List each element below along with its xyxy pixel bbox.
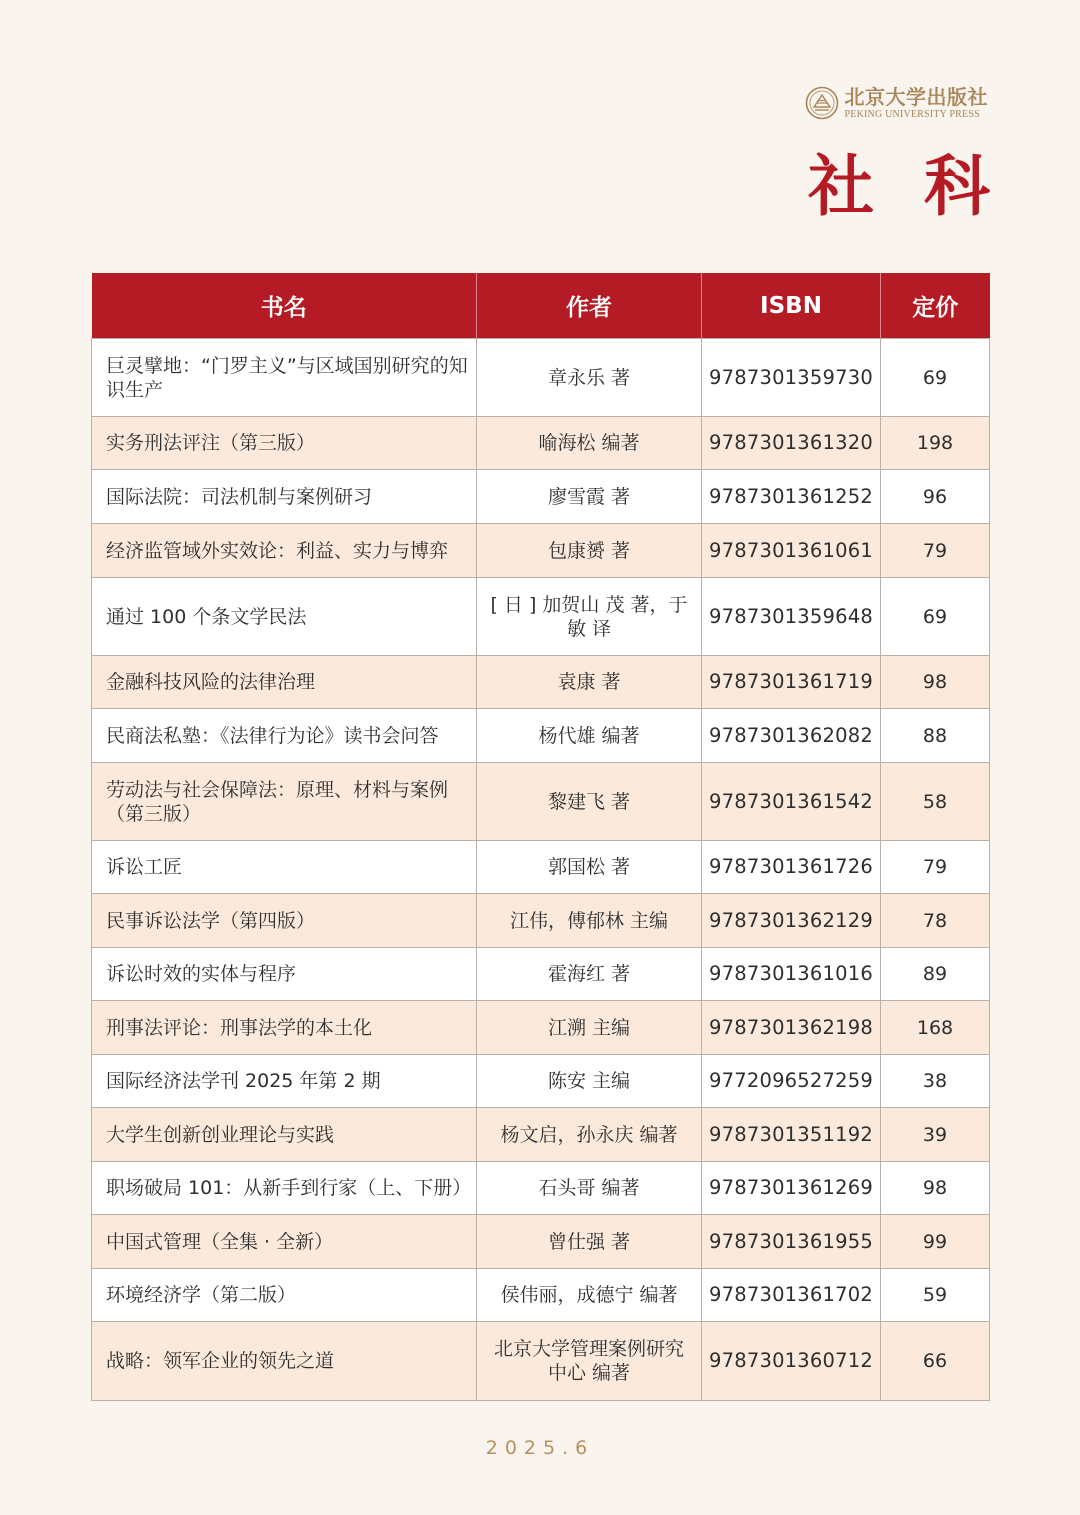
book-isbn: 9787301359730 [702,339,881,417]
book-price: 66 [881,1322,990,1401]
column-header-price: 定价 [881,273,990,339]
column-header-isbn: ISBN [702,273,881,339]
book-isbn: 9787301361542 [702,763,881,841]
publisher-name-cn: 北京大学出版社 [844,84,988,109]
book-author: 霍海红 著 [477,948,702,1001]
column-header-title: 书名 [92,273,477,339]
book-isbn: 9787301361955 [702,1215,881,1269]
footer-date: 2025.6 [485,1437,595,1459]
book-price: 99 [881,1215,990,1269]
table-row [92,656,990,709]
book-author: 包康赟 著 [477,524,702,578]
book-title: 大学生创新创业理论与实践 [92,1108,477,1162]
book-title: 经济监管域外实效论：利益、实力与博弈 [92,524,477,578]
book-isbn: 9787301361269 [702,1162,881,1215]
book-isbn: 9787301351192 [702,1108,881,1162]
book-author: 曾仕强 著 [477,1215,702,1269]
table-row [92,709,990,763]
column-header-author: 作者 [477,273,702,339]
book-title: 巨灵擘地：“门罗主义”与区域国别研究的知识生产 [92,339,477,417]
book-title: 通过 100 个条文学民法 [92,578,477,656]
table-row [92,339,990,417]
book-isbn: 9787301361016 [702,948,881,1001]
book-price: 79 [881,524,990,578]
publisher-name [844,84,989,120]
table-row [92,763,990,841]
book-price: 98 [881,1162,990,1215]
book-isbn: 9787301361320 [702,417,881,470]
table-row [92,1108,990,1162]
book-author: 郭国松 著 [477,841,702,894]
publisher-name-en: PEKING UNIVERSITY PRESS [844,108,980,120]
book-title: 劳动法与社会保障法：原理、材料与案例（第三版） [92,763,477,841]
book-price: 89 [881,948,990,1001]
table-row [92,894,990,948]
book-price: 198 [881,417,990,470]
table-row [92,948,990,1001]
book-author: [ 日 ] 加贺山 茂 著，于敏 译 [477,578,702,656]
book-price: 69 [881,578,990,656]
table-row [92,1215,990,1269]
book-price: 69 [881,339,990,417]
book-price: 59 [881,1269,990,1322]
book-title: 战略：领军企业的领先之道 [92,1322,477,1401]
book-title: 民商法私塾：《法律行为论》读书会问答 [92,709,477,763]
book-author: 黎建飞 著 [477,763,702,841]
book-author: 廖雪霞 著 [477,470,702,524]
table-row [92,417,990,470]
book-isbn: 9787301361061 [702,524,881,578]
book-author: 杨代雄 编著 [477,709,702,763]
book-author: 喻海松 编著 [477,417,702,470]
book-price: 78 [881,894,990,948]
book-isbn: 9787301361252 [702,470,881,524]
book-price: 38 [881,1055,990,1108]
book-title: 金融科技风险的法律治理 [92,656,477,709]
book-isbn: 9772096527259 [702,1055,881,1108]
table-row [92,1162,990,1215]
university-emblem-icon [805,86,839,120]
book-title: 诉讼工匠 [92,841,477,894]
book-title: 诉讼时效的实体与程序 [92,948,477,1001]
book-author: 江溯 主编 [477,1001,702,1055]
book-isbn: 9787301360712 [702,1322,881,1401]
book-price: 168 [881,1001,990,1055]
book-title: 刑事法评论：刑事法学的本土化 [92,1001,477,1055]
table-row [92,578,990,656]
table-row [92,470,990,524]
book-title: 中国式管理（全集 · 全新） [92,1215,477,1269]
book-title: 民事诉讼法学（第四版） [92,894,477,948]
book-author: 石头哥 编著 [477,1162,702,1215]
book-author: 侯伟丽，成德宁 编著 [477,1269,702,1322]
publisher-logo [805,86,989,120]
book-price: 88 [881,709,990,763]
table-header-row [92,273,990,339]
book-price: 39 [881,1108,990,1162]
book-isbn: 9787301362198 [702,1001,881,1055]
book-price: 96 [881,470,990,524]
book-table [91,273,990,1401]
book-author: 北京大学管理案例研究中心 编著 [477,1322,702,1401]
table-row [92,1269,990,1322]
book-title: 国际法院：司法机制与案例研习 [92,470,477,524]
book-title: 环境经济学（第二版） [92,1269,477,1322]
book-isbn: 9787301361719 [702,656,881,709]
book-title: 国际经济法学刊 2025 年第 2 期 [92,1055,477,1108]
book-isbn: 9787301362129 [702,894,881,948]
book-title: 实务刑法评注（第三版） [92,417,477,470]
page-title: 社科 [808,147,1040,225]
table-row [92,841,990,894]
table-row [92,1322,990,1401]
book-isbn: 9787301362082 [702,709,881,763]
table-row [92,524,990,578]
book-isbn: 9787301361726 [702,841,881,894]
book-author: 陈安 主编 [477,1055,702,1108]
book-title: 职场破局 101：从新手到行家（上、下册） [92,1162,477,1215]
book-author: 杨文启，孙永庆 编著 [477,1108,702,1162]
table-row [92,1055,990,1108]
table-row [92,1001,990,1055]
book-author: 章永乐 著 [477,339,702,417]
book-author: 袁康 著 [477,656,702,709]
book-isbn: 9787301361702 [702,1269,881,1322]
book-author: 江伟，傅郁林 主编 [477,894,702,948]
book-price: 79 [881,841,990,894]
book-price: 58 [881,763,990,841]
book-isbn: 9787301359648 [702,578,881,656]
book-price: 98 [881,656,990,709]
